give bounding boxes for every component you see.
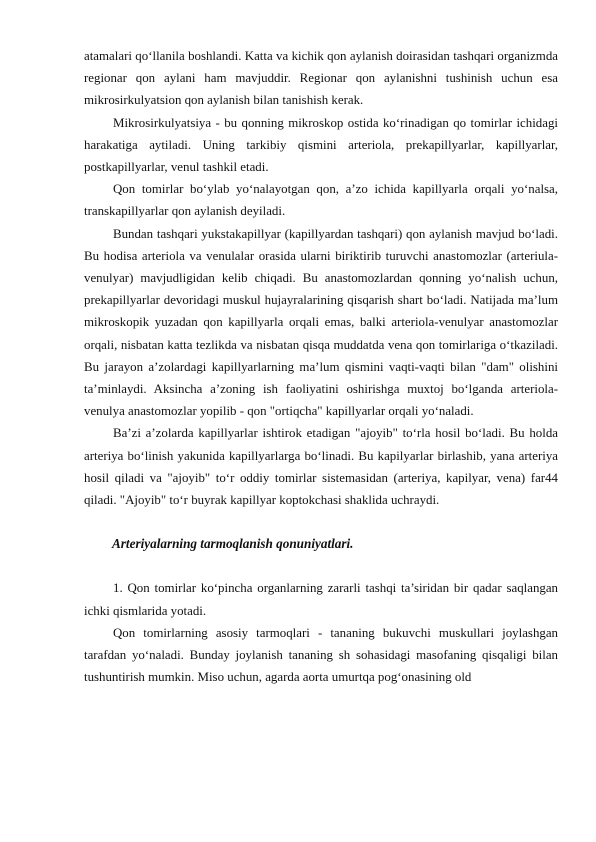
section-heading: Arteriyalarning tarmoqlanish qonuniyatlari. (112, 536, 354, 552)
paragraph-wonderful-net: Ba’zi a’zolarda kapillyarlar ishtirok etadigan "ajoyib" to‘rla hosil bo‘ladi. Bu holda arteriya bo‘linish yakunida kapillyarlarga bo‘linadi. Bu kapilyarlar birlashib, yana arteriya hosil qiladi va "ajoyib" to‘r oddiy tomirlar sistemasidan (arteriya, kapilyar, vena) far44 qiladi. "Ajoyib" to‘r buyrak kapillyar koptokchasi shaklida uchraydi. (84, 426, 558, 508)
paragraph-transcapillary: Qon tomirlar bo‘ylab yo‘nalayotgan qon, a’zo ichida kapillyarla orqali yo‘nalsa, transkapillyarlar qon aylanish deyiladi. (84, 182, 558, 219)
paragraph-continuation: atamalari qo‘llanila boshlandi. Katta va kichik qon aylanish doirasidan tashqari organizmda regionar qon aylani ham mavjuddir. Regionar qon aylanishni tushinish uchun esa mikrosirkulyatsion qon aylanish bilan tanishish kerak. (84, 49, 558, 108)
paragraph-main-branches: Qon tomirlarning asosiy tarmoqlari - tananing bukuvchi muskullari joylashgan tarafdan yo‘naladi. Bunday joylanish tananing sh sohasidagi masofaning qisqaligi bilan tushuntirish mumkin. Miso uchun, agarda aorta umurtqa pog‘onasining old (84, 625, 558, 685)
paragraph-rule-1: 1. Qon tomirlar ko‘pincha organlarning zararli tashqi ta’siridan bir qadar saqlangan ichki qismlarida yotadi. (84, 581, 558, 618)
paragraph-juxtacapillary: Bundan tashqari yukstakapillyar (kapillyardan tashqari) qon aylanish mavjud bo‘ladi. Bu hodisa arteriola va venulalar orasida ularni biriktirib turuvchi anastomozlar (arteriula-venulyar) mavjudligidan kelib chiqadi. Bu anastomozlardan qonning yo‘nalish uchun, prekapillyarlar devoridagi muskul hujayralarining qisqarish shart bo‘ladi. Natijada ma’lum mikroskopik yuzadan qon kapillyarla orqali emas, balki arteriola-venulyar anastomozlar orqali, nisbatan katta tezlikda va nisbatan qisqa muddatda vena qon tomirlariga o‘tkaziladi. Bu jarayon a’zolardagi kapillyarlarning ma’lum qismini vaqti-vaqti bilan "dam" olishini ta’minlaydi. Aksincha a’zoning ish faoliyatini oshirishga muxtoj bo‘lganda arteriola-venulya anastomozlar yopilib - qon "ortiqcha" kapillyarlar orqali yo‘naladi. (84, 226, 558, 419)
document-page (84, 45, 558, 688)
paragraph-microcirculation: Mikrosirkulyatsiya - bu qonning mikroskop ostida ko‘rinadigan qo tomirlar ichidagi harakatiga aytiladi. Uning tarkibiy qismini arteriola, prekapillyarlar, kapillyarlar, postkapillyarlar, venul tashkil etadi. (84, 115, 558, 175)
